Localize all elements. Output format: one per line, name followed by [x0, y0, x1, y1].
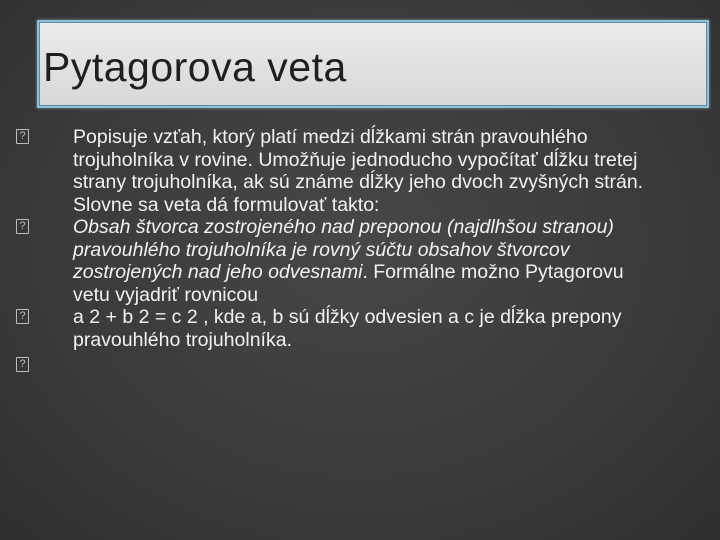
- bullet-marker-icon: [16, 309, 29, 324]
- slide-title: Pytagorova veta: [43, 44, 347, 90]
- content-placeholder: [16, 126, 656, 377]
- bullet-marker-icon: [16, 129, 29, 144]
- bullet-text: [73, 216, 656, 306]
- bullet-item-3: [16, 306, 656, 351]
- bullet-marker-icon: [16, 357, 29, 372]
- theorem-statement: Obsah štvorca zostrojeného nad preponou (najdlhšou stranou) pravouhlého trojuholníka je rovný súčtu obsahov štvorcov zostrojených nad jeho odvesnami: [73, 216, 614, 283]
- bullet-marker-icon: [16, 219, 29, 234]
- bullet-item-2: [16, 216, 656, 306]
- bullet-text: Popisuje vzťah, ktorý platí medzi dĺžkami strán pravouhlého trojuholníka v rovine. Umožňuje jednoducho vypočítať dĺžku tretej strany trojuholníka, ak sú známe dĺžky jeho dvoch zvyšných strán. Slovne sa veta dá formulovať takto:: [73, 126, 644, 216]
- bullet-text: a 2 + b 2 = c 2 , kde a, b sú dĺžky odvesien a c je dĺžka prepony pravouhlého trojuholníka.: [73, 306, 622, 351]
- bullet-item-4: [16, 354, 656, 377]
- title-placeholder: [37, 20, 709, 108]
- bullet-item-1: [16, 126, 656, 216]
- bullet-text-continued: . Formálne možno Pytagorovu vetu vyjadriť rovnicou: [73, 261, 624, 306]
